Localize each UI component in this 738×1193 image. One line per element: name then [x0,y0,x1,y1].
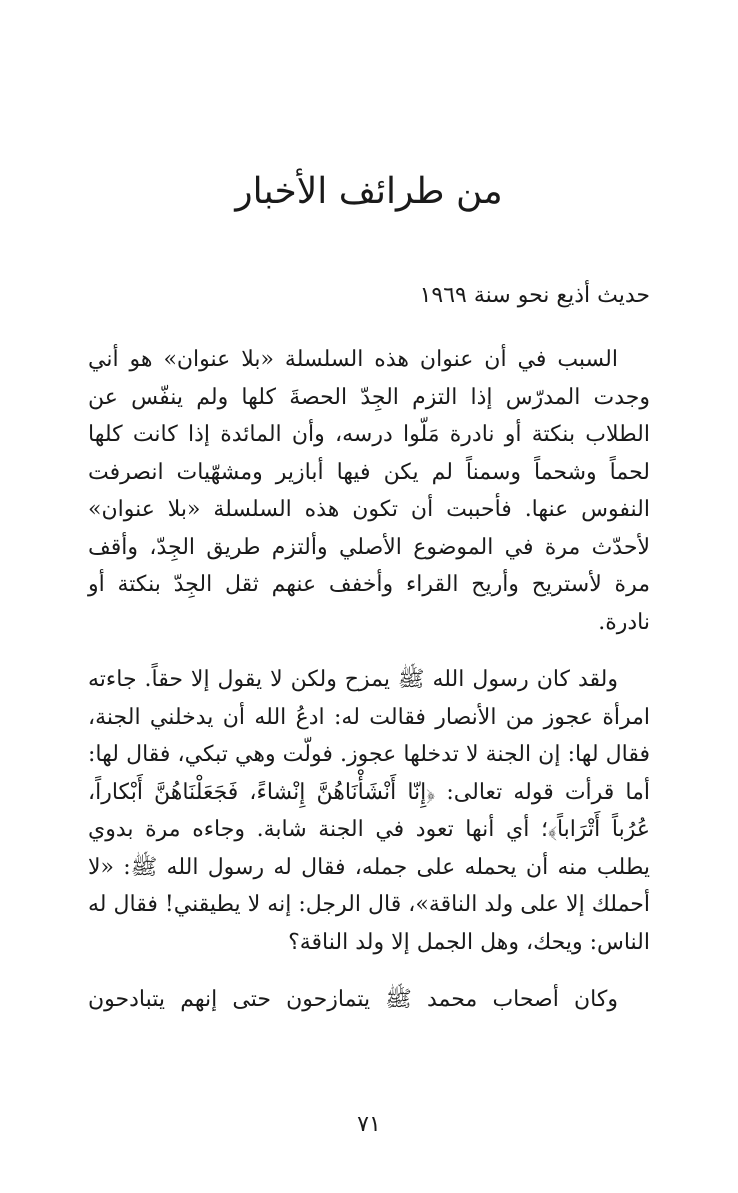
paragraph-3: وكان أصحاب محمد ﷺ يتمازحون حتى إنهم يتبادحون [88,987,618,1012]
page-number: ٧١ [357,1112,381,1137]
paragraph-2: ولقد كان رسول الله ﷺ يمزح ولكن لا يقول إلا حقاً. جاءته امرأة عجوز من الأنصار فقالت له: ادعُ الله أن يدخلني الجنة، فقال لها: إن الجنة لا تدخلها عجوز. فولّت وهي تبكي، فقال لها: أما قرأت قوله تعالى: ﴿إِنّا أَنْشَأْنَاهُنَّ إِنْشاءً، فَجَعَلْنَاهُنَّ أَبْكاراً، عُرُباً أَتْرَاباً﴾؛ أي أنها تعود في الجنة شابة. وجاءه مرة بدوي يطلب منه أن يحمله على جمله، فقال له رسول الله ﷺ: «لا أحملك إلا على ولد الناقة»، قال الرجل: إنه لا يطيقني! فقال له الناس: ويحك، وهل الجمل إلا ولد الناقة؟ [88,667,650,955]
chapter-title: من طرائف الأخبار [235,171,503,212]
paragraph-1: السبب في أن عنوان هذه السلسلة «بلا عنوان» هو أني وجدت المدرّس إذا التزم الجِدّ الحصةَ كلها ولم ينفّس عن الطلاب بنكتة أو نادرة مَلّوا درسه، وأن المائدة إذا كانت كلها لحماً وشحماً وسمناً لم يكن فيها أبازير ومشهّيات انصرفت النفوس عنها. فأحببت أن تكون هذه السلسلة «بلا عنوان» لأحدّث مرة في الموضوع الأصلي وألتزم طريق الجِدّ، وأقف مرة لأستريح وأريح القراء وأخفف عنهم ثقل الجِدّ بنكتة أو نادرة. [88,347,650,635]
page-body [88,341,650,1039]
chapter-subtitle: حديث أذيع نحو سنة ١٩٦٩ [419,283,650,308]
